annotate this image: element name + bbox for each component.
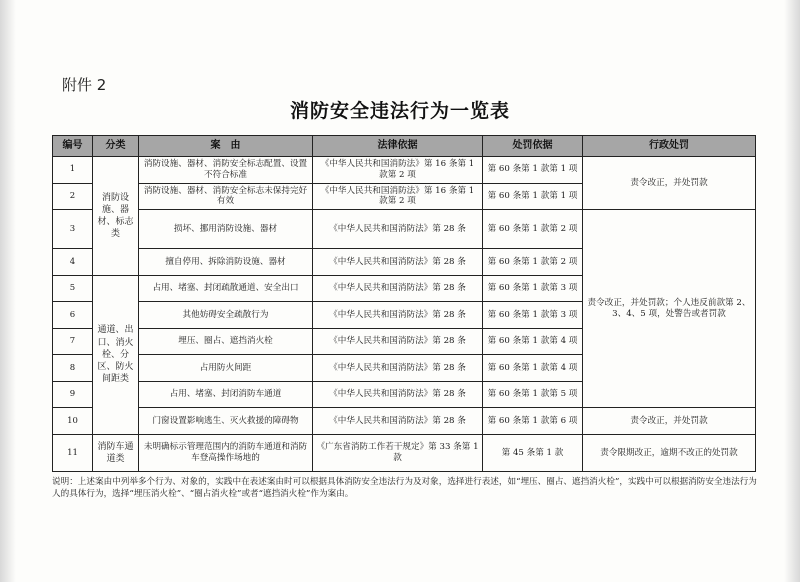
penalty-basis-cell: 第 60 条第 1 款第 4 项 bbox=[483, 328, 583, 355]
table-row bbox=[53, 434, 756, 471]
header-admin-penalty: 行政处罚 bbox=[583, 136, 756, 157]
penalty-basis-cell: 第 60 条第 1 款第 5 项 bbox=[483, 381, 583, 408]
penalty-basis-cell: 第 60 条第 1 款第 3 项 bbox=[483, 302, 583, 329]
legal-basis-cell: 《广东省消防工作若干规定》第 33 条第 1 款 bbox=[313, 434, 483, 471]
row-number: 5 bbox=[53, 275, 93, 302]
penalty-basis-cell: 第 60 条第 1 款第 1 项 bbox=[483, 157, 583, 184]
row-number: 10 bbox=[53, 408, 93, 435]
row-number: 6 bbox=[53, 302, 93, 329]
row-number: 7 bbox=[53, 328, 93, 355]
header-case: 案 由 bbox=[139, 136, 313, 157]
admin-penalty-cell: 责令限期改正，逾期不改正的处罚款 bbox=[583, 434, 756, 471]
row-number: 4 bbox=[53, 249, 93, 276]
case-cell: 擅自停用、拆除消防设施、器材 bbox=[139, 249, 313, 276]
legal-basis-cell: 《中华人民共和国消防法》第 28 条 bbox=[313, 355, 483, 382]
attachment-label: 附件 2 bbox=[62, 76, 107, 94]
case-cell: 占用、堵塞、封闭消防车通道 bbox=[139, 381, 313, 408]
row-number: 1 bbox=[53, 157, 93, 184]
legal-basis-cell: 《中华人民共和国消防法》第 28 条 bbox=[313, 408, 483, 435]
admin-penalty-cell: 责令改正，并处罚款 bbox=[583, 157, 756, 210]
legal-basis-cell: 《中华人民共和国消防法》第 28 条 bbox=[313, 249, 483, 276]
header-legal-basis: 法律依据 bbox=[313, 136, 483, 157]
row-number: 2 bbox=[53, 183, 93, 210]
category-cell: 消防车通道类 bbox=[93, 434, 139, 471]
header-penalty-basis: 处罚依据 bbox=[483, 136, 583, 157]
table-header-row bbox=[53, 136, 756, 157]
legal-basis-cell: 《中华人民共和国消防法》第 16 条第 1 款第 2 项 bbox=[313, 183, 483, 210]
penalty-basis-cell: 第 60 条第 1 款第 3 项 bbox=[483, 275, 583, 302]
admin-penalty-cell: 责令改正，并处罚款 bbox=[583, 408, 756, 435]
case-cell: 损坏、挪用消防设施、器材 bbox=[139, 210, 313, 249]
category-cell: 消防设施、器材、标志类 bbox=[93, 157, 139, 276]
legal-basis-cell: 《中华人民共和国消防法》第 28 条 bbox=[313, 381, 483, 408]
table-row bbox=[53, 157, 756, 184]
row-number: 9 bbox=[53, 381, 93, 408]
penalty-basis-cell: 第 60 条第 1 款第 4 项 bbox=[483, 355, 583, 382]
table-row bbox=[53, 210, 756, 249]
legal-basis-cell: 《中华人民共和国消防法》第 28 条 bbox=[313, 328, 483, 355]
row-number: 8 bbox=[53, 355, 93, 382]
scan-shadow-right bbox=[784, 0, 800, 582]
case-cell: 埋压、圈占、遮挡消火栓 bbox=[139, 328, 313, 355]
category-cell: 通道、出口、消火栓、分区、防火间距类 bbox=[93, 275, 139, 434]
case-cell: 其他妨碍安全疏散行为 bbox=[139, 302, 313, 329]
row-number: 11 bbox=[53, 434, 93, 471]
scan-shadow-left bbox=[0, 0, 16, 582]
header-no: 编号 bbox=[53, 136, 93, 157]
penalty-basis-cell: 第 60 条第 1 款第 2 项 bbox=[483, 249, 583, 276]
case-cell: 消防设施、器材、消防安全标志配置、设置不符合标准 bbox=[139, 157, 313, 184]
penalty-basis-cell: 第 60 条第 1 款第 1 项 bbox=[483, 183, 583, 210]
penalty-basis-cell: 第 60 条第 1 款第 6 项 bbox=[483, 408, 583, 435]
admin-penalty-cell: 责令改正，并处罚款；个人违反前款第 2、3、4、5 项，处警告或者罚款 bbox=[583, 210, 756, 408]
case-cell: 未明确标示管理范围内的消防车通道和消防车登高操作场地的 bbox=[139, 434, 313, 471]
table-row bbox=[53, 408, 756, 435]
violations-table bbox=[52, 135, 756, 472]
case-cell: 消防设施、器材、消防安全标志未保持完好有效 bbox=[139, 183, 313, 210]
case-cell: 占用防火间距 bbox=[139, 355, 313, 382]
legal-basis-cell: 《中华人民共和国消防法》第 28 条 bbox=[313, 210, 483, 249]
footnote: 说明：上述案由中列举多个行为、对象的，实践中在表述案由时可以根据具体消防安全违法行为及对象，选择进行表述，如“埋压、圈占、遮挡消火栓”，实践中可以根据消防安全违法行为人的具体行为，选择“埋压消火栓”、“圈占消火栓”或者“遮挡消火栓”作为案由。 bbox=[52, 477, 757, 500]
header-category: 分类 bbox=[93, 136, 139, 157]
penalty-basis-cell: 第 60 条第 1 款第 2 项 bbox=[483, 210, 583, 249]
row-number: 3 bbox=[53, 210, 93, 249]
case-cell: 占用、堵塞、封闭疏散通道、安全出口 bbox=[139, 275, 313, 302]
legal-basis-cell: 《中华人民共和国消防法》第 28 条 bbox=[313, 302, 483, 329]
penalty-basis-cell: 第 45 条第 1 款 bbox=[483, 434, 583, 471]
case-cell: 门窗设置影响逃生、灭火救援的障碍物 bbox=[139, 408, 313, 435]
legal-basis-cell: 《中华人民共和国消防法》第 28 条 bbox=[313, 275, 483, 302]
document-title: 消防安全违法行为一览表 bbox=[289, 100, 510, 122]
legal-basis-cell: 《中华人民共和国消防法》第 16 条第 1 款第 2 项 bbox=[313, 157, 483, 184]
